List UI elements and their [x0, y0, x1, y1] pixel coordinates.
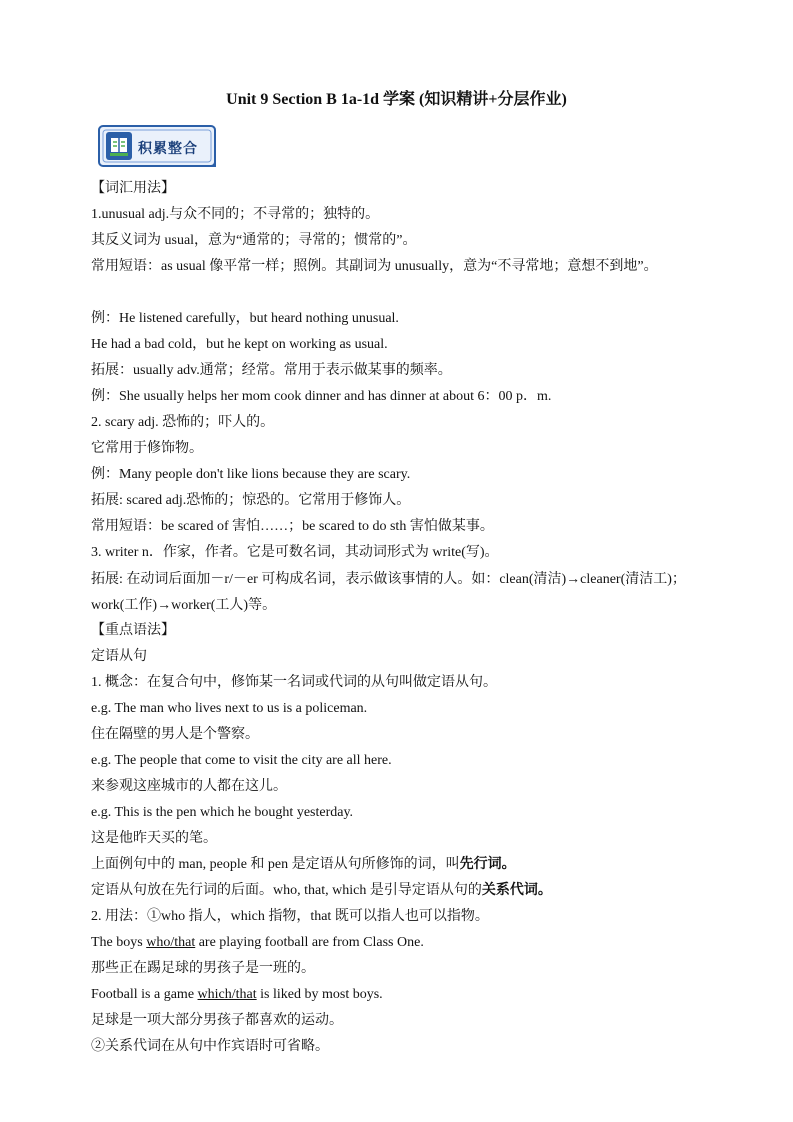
text-line: 其反义词为 usual，意为“通常的；寻常的；惯常的”。: [91, 233, 417, 248]
text-line: 它常用于修饰物。: [91, 441, 203, 456]
text-line: 拓展: scared adj.恐怖的；惊恐的。它常用于修饰人。: [91, 493, 411, 508]
book-icon: [110, 138, 128, 156]
text-run: 定语从句放在先行词的后面。who, that, which 是引导定语从句的: [91, 883, 482, 898]
text-line: [91, 856, 516, 874]
text-run: 上面例句中的 man, people 和 pen 是定语从句所修饰的词，叫: [91, 857, 460, 872]
text-line: 例：She usually helps her mom cook dinner and has dinner at about 6：00 p．m.: [91, 389, 552, 404]
text-line: 例：Many people don't like lions because they are scary.: [91, 467, 411, 482]
text-run: The boys: [91, 935, 147, 950]
underlined-term: which/that: [197, 987, 257, 1002]
text-line: e.g. The people that come to visit the city are all here.: [91, 753, 392, 768]
text-line: He had a bad cold，but he kept on working as usual.: [91, 337, 388, 352]
section-heading-vocabulary: 【词汇用法】: [91, 181, 175, 196]
text-line: 2. 用法：①who 指人，which 指物，that 既可以指人也可以指物。: [91, 909, 489, 924]
text-line: 1. 概念：在复合句中，修饰某一名词或代词的从句叫做定语从句。: [91, 675, 497, 690]
section-badge: [97, 122, 219, 170]
text-line: 足球是一项大部分男孩子都喜欢的运动。: [91, 1013, 343, 1028]
bold-term: 关系代词。: [481, 883, 552, 898]
text-line: e.g. The man who lives next to us is a policeman.: [91, 701, 368, 716]
text-line: ②关系代词在从句中作宾语时可省略。: [91, 1039, 329, 1054]
text-line: 来参观这座城市的人都在这儿。: [91, 779, 287, 794]
text-line: [91, 934, 424, 952]
text-line: 常用短语：as usual 像平常一样；照例。其副词为 unusually，意为“不寻常地；意想不到地”。: [91, 259, 658, 274]
text-line: [91, 882, 552, 900]
text-line: 这是他昨天买的笔。: [91, 831, 217, 846]
badge-label: 积累整合: [138, 141, 198, 157]
text-run: are playing football are from Class One.: [195, 935, 424, 950]
text-line: 常用短语：be scared of 害怕……；be scared to do sth 害怕做某事。: [91, 519, 494, 534]
underlined-term: who/that: [146, 935, 196, 950]
text-line: 例：He listened carefully，but heard nothing unusual.: [91, 311, 399, 326]
text-line: 拓展：usually adv.通常；经常。常用于表示做某事的频率。: [91, 363, 452, 378]
text-line: 那些正在踢足球的男孩子是一班的。: [91, 961, 315, 976]
page-title: Unit 9 Section B 1a-1d 学案 (知识精讲+分层作业): [226, 91, 567, 108]
text-line: 定语从句: [91, 649, 147, 664]
text-line: 1.unusual adj.与众不同的；不寻常的；独特的。: [91, 207, 380, 222]
text-line: e.g. This is the pen which he bought yesterday.: [91, 805, 354, 820]
text-line: 住在隔壁的男人是个警察。: [91, 727, 259, 742]
section-heading-grammar: 【重点语法】: [91, 623, 175, 638]
text-line: 拓展: 在动词后面加－r/－er 可构成名词，表示做该事情的人。如：clean(清洁)→cleaner(清洁工)；work(工作)→worker(工人)等。: [91, 572, 686, 613]
bold-term: 先行词。: [459, 857, 516, 872]
text-run: is liked by most boys.: [256, 987, 383, 1002]
text-line: 2. scary adj. 恐怖的；吓人的。: [91, 415, 275, 430]
text-line: 3. writer n．作家，作者。它是可数名词，其动词形式为 write(写)。: [91, 545, 499, 560]
text-line: [91, 986, 383, 1004]
text-run: Football is a game: [91, 987, 198, 1002]
